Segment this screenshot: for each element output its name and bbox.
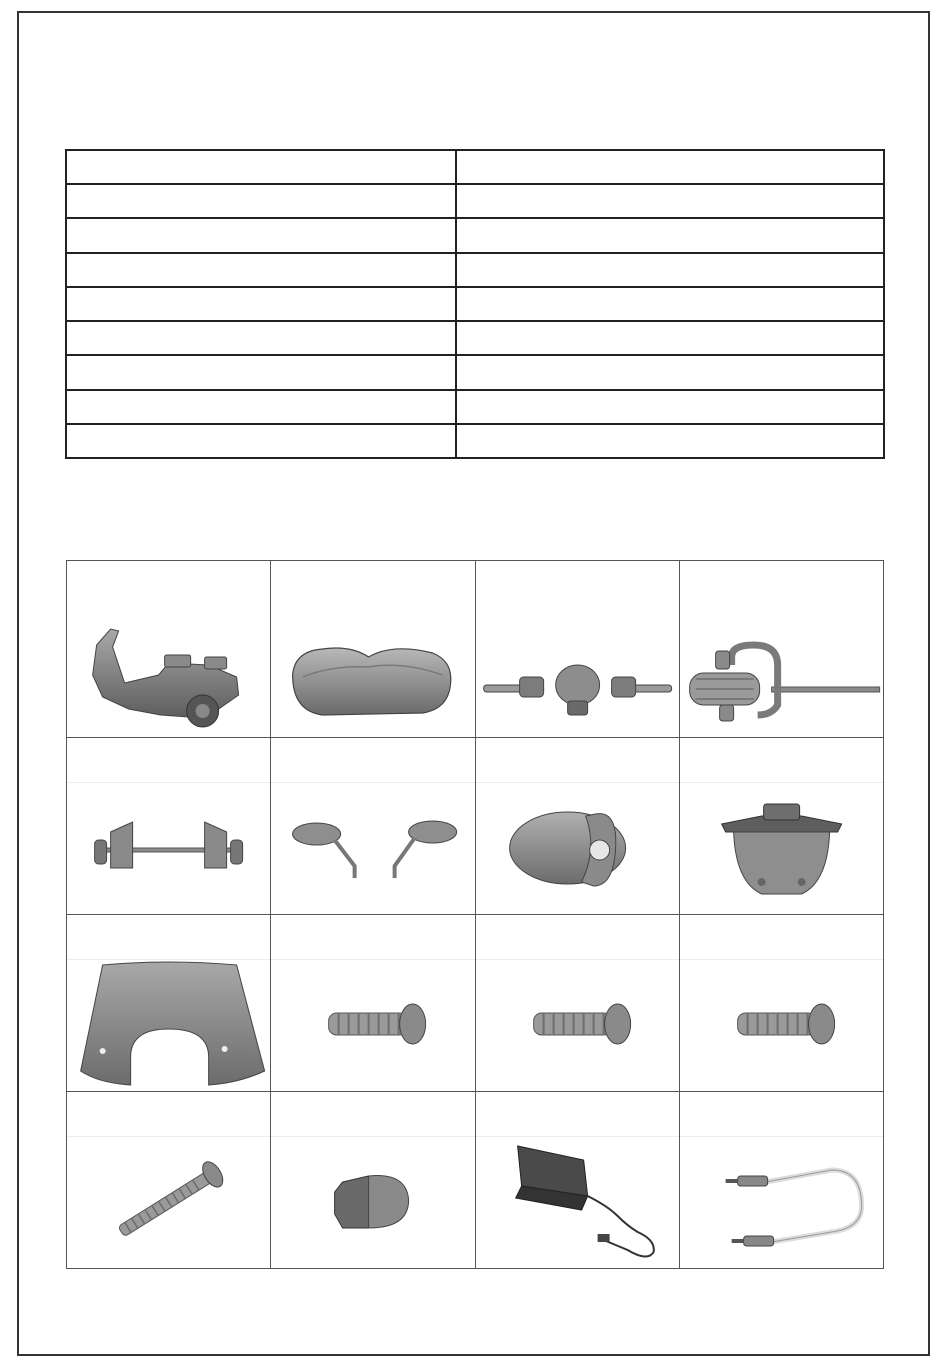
part-cell — [271, 738, 475, 915]
table-row — [66, 390, 884, 424]
table-cell — [456, 150, 884, 184]
parts-grid — [66, 560, 884, 1269]
screw-icon — [680, 959, 883, 1091]
part-label — [271, 1092, 474, 1137]
table-cell — [456, 390, 884, 424]
handlebar-icon — [476, 605, 679, 737]
table-row — [66, 424, 884, 458]
part-cell — [67, 738, 271, 915]
parts-row — [67, 1092, 884, 1269]
cap-nut-icon — [271, 1136, 474, 1268]
part-cell — [271, 561, 475, 738]
part-label — [680, 561, 883, 605]
table-row — [66, 253, 884, 287]
table-row — [66, 218, 884, 252]
windshield-icon — [67, 959, 270, 1091]
table-row — [66, 321, 884, 355]
table-row — [66, 150, 884, 184]
table-cell — [66, 184, 456, 218]
screw-icon — [271, 959, 474, 1091]
part-cell — [679, 738, 883, 915]
parts-row — [67, 561, 884, 738]
part-cell — [475, 561, 679, 738]
front-wheel-fork-icon — [680, 605, 883, 737]
headlight-cover-icon — [476, 782, 679, 914]
part-label — [271, 915, 474, 960]
table-cell — [66, 321, 456, 355]
part-label — [680, 1092, 883, 1137]
table-cell — [66, 390, 456, 424]
rear-fender-icon — [680, 782, 883, 914]
scooter-body-icon — [67, 605, 270, 737]
audio-cable-icon — [680, 1136, 883, 1268]
part-label — [680, 738, 883, 783]
table-cell — [456, 355, 884, 389]
part-label — [67, 738, 270, 783]
part-cell — [67, 561, 271, 738]
part-label — [476, 738, 679, 783]
part-label — [476, 915, 679, 960]
part-cell — [475, 1092, 679, 1269]
part-cell — [67, 915, 271, 1092]
spec-table — [65, 149, 885, 459]
table-cell — [66, 253, 456, 287]
part-cell — [67, 1092, 271, 1269]
table-cell — [456, 218, 884, 252]
table-cell — [456, 287, 884, 321]
table-cell — [66, 287, 456, 321]
table-cell — [456, 321, 884, 355]
table-cell — [456, 184, 884, 218]
table-row — [66, 287, 884, 321]
part-cell — [679, 561, 883, 738]
part-label — [680, 915, 883, 960]
charger-icon — [476, 1136, 679, 1268]
part-cell — [271, 915, 475, 1092]
seat-icon — [271, 605, 474, 737]
part-label — [476, 561, 679, 605]
table-row — [66, 355, 884, 389]
table-cell — [456, 253, 884, 287]
part-label — [476, 1092, 679, 1137]
parts-row — [67, 738, 884, 915]
part-label — [67, 561, 270, 605]
part-cell — [679, 1092, 883, 1269]
table-cell — [66, 218, 456, 252]
part-label — [271, 738, 474, 783]
table-cell — [66, 424, 456, 458]
table-cell — [66, 150, 456, 184]
screw-icon — [476, 959, 679, 1091]
part-label — [67, 915, 270, 960]
parts-row — [67, 915, 884, 1092]
part-label — [67, 1092, 270, 1137]
table-cell — [66, 355, 456, 389]
rear-axle-icon — [67, 782, 270, 914]
table-row — [66, 184, 884, 218]
table-cell — [456, 424, 884, 458]
long-bolt-icon — [67, 1136, 270, 1268]
part-cell — [475, 738, 679, 915]
part-cell — [271, 1092, 475, 1269]
mirrors-icon — [271, 782, 474, 914]
part-cell — [679, 915, 883, 1092]
part-cell — [475, 915, 679, 1092]
part-label — [271, 561, 474, 605]
